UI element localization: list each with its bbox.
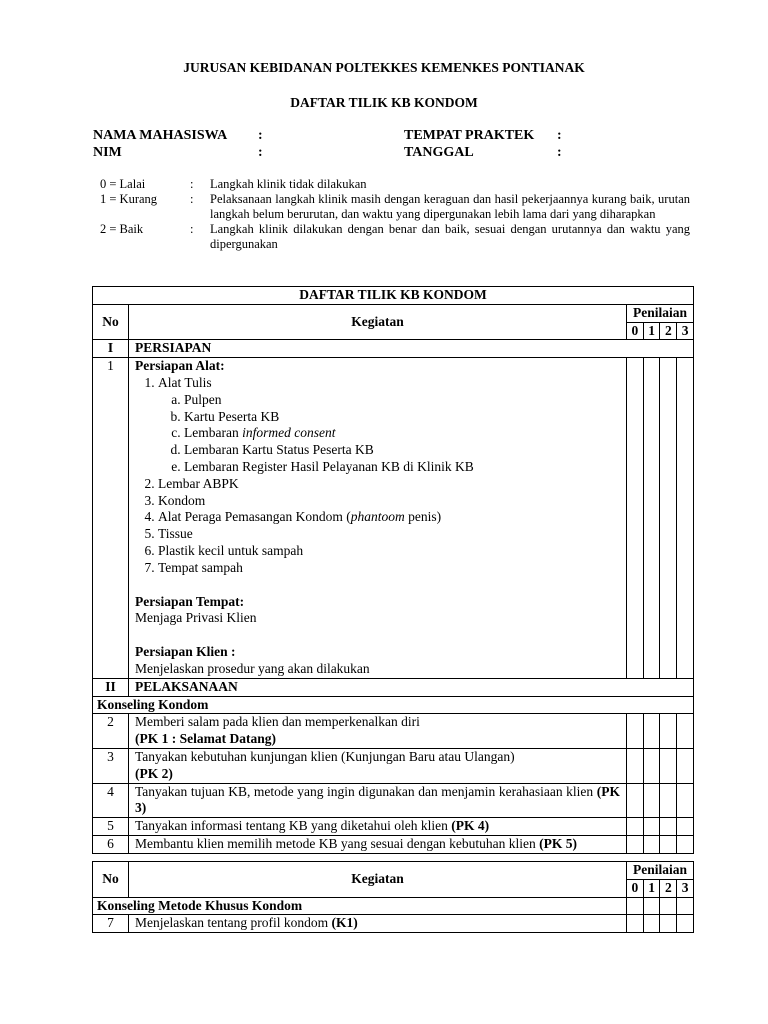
row-text: Menjelaskan tentang profil kondom bbox=[135, 915, 329, 931]
score-cell bbox=[626, 897, 643, 915]
legend-key: 0 = Lalai bbox=[100, 177, 146, 191]
score-cell[interactable] bbox=[660, 358, 677, 679]
score-cell[interactable] bbox=[626, 835, 643, 853]
list-item: a. Pulpen bbox=[184, 392, 620, 409]
table-row bbox=[93, 818, 694, 836]
row-text: Membantu klien memilih metode KB yang sesuai dengan kebutuhan klien bbox=[135, 835, 536, 851]
list-item bbox=[184, 425, 620, 442]
row-code: (PK 2) bbox=[135, 765, 173, 781]
legend-desc: Pelaksanaan langkah klinik masih dengan keraguan dan hasil pekerjaannya kurang baik, urutan langkah belum berurutan, dan waktu yang dipergunakan lebih lama dari yang diharapkan bbox=[210, 192, 690, 221]
row-kegiatan bbox=[129, 835, 627, 853]
nim-label: NIM bbox=[93, 145, 122, 160]
row-no: 2 bbox=[93, 714, 129, 749]
score-cell[interactable] bbox=[677, 748, 694, 783]
score-cell bbox=[643, 897, 660, 915]
legend-row bbox=[100, 192, 690, 222]
score-cell[interactable] bbox=[643, 915, 660, 933]
subsection-title: Konseling Metode Khusus Kondom bbox=[93, 897, 627, 915]
score-cell[interactable] bbox=[643, 783, 660, 818]
list-item bbox=[158, 509, 620, 526]
item-text: Alat Peraga Pemasangan Kondom ( bbox=[158, 509, 351, 525]
row-kegiatan bbox=[129, 783, 627, 818]
legend-key: 1 = Kurang bbox=[100, 192, 158, 206]
table-title: DAFTAR TILIK KB KONDOM bbox=[93, 287, 694, 305]
score-header-3: 3 bbox=[677, 322, 694, 340]
score-cell[interactable] bbox=[626, 915, 643, 933]
legend-desc: Langkah klinik dilakukan dengan benar dan baik, sesuai dengan urutannya dan waktu yang dipergunakan bbox=[210, 222, 690, 251]
item-text: Alat Tulis bbox=[158, 374, 212, 390]
checklist-table bbox=[92, 286, 694, 854]
legend-desc: Langkah klinik tidak dilakukan bbox=[210, 177, 367, 191]
score-cell[interactable] bbox=[643, 748, 660, 783]
tempat-colon: : bbox=[557, 128, 562, 143]
col-no-header: No bbox=[93, 304, 129, 340]
row-code: (K1) bbox=[331, 915, 358, 931]
table-row bbox=[93, 835, 694, 853]
persiapan-tempat-text: Menjaga Privasi Klien bbox=[135, 610, 257, 626]
score-cell[interactable] bbox=[660, 714, 677, 749]
list-item bbox=[158, 375, 620, 476]
sub-list bbox=[158, 392, 620, 476]
score-cell[interactable] bbox=[626, 358, 643, 679]
score-cell[interactable] bbox=[626, 818, 643, 836]
persiapan-tempat-title: Persiapan Tempat: bbox=[135, 593, 245, 609]
score-cell[interactable] bbox=[643, 835, 660, 853]
table-row bbox=[93, 748, 694, 783]
score-legend bbox=[100, 177, 690, 252]
row-kegiatan bbox=[129, 714, 627, 749]
subsection-row bbox=[93, 897, 694, 915]
score-header-1: 1 bbox=[643, 322, 660, 340]
row-no: 3 bbox=[93, 748, 129, 783]
score-header-1: 1 bbox=[643, 879, 660, 897]
row-code: (PK 4) bbox=[451, 818, 490, 834]
score-cell[interactable] bbox=[660, 748, 677, 783]
col-kegiatan-header: Kegiatan bbox=[129, 304, 627, 340]
row-kegiatan bbox=[129, 748, 627, 783]
score-cell bbox=[660, 897, 677, 915]
section-title: PELAKSANAAN bbox=[129, 678, 694, 696]
score-cell[interactable] bbox=[677, 835, 694, 853]
score-cell[interactable] bbox=[677, 783, 694, 818]
col-kegiatan-header: Kegiatan bbox=[129, 862, 627, 898]
nim-colon: : bbox=[258, 145, 263, 160]
tempat-praktek-label: TEMPAT PRAKTEK bbox=[404, 128, 535, 143]
table-row bbox=[93, 358, 694, 679]
score-cell[interactable] bbox=[643, 714, 660, 749]
section-no: I bbox=[93, 340, 129, 358]
col-no-header: No bbox=[93, 862, 129, 898]
nama-colon: : bbox=[258, 128, 263, 143]
item-text: Lembaran bbox=[184, 425, 243, 441]
spacer bbox=[135, 627, 620, 644]
item-italic: informed consent bbox=[242, 425, 336, 441]
score-cell[interactable] bbox=[660, 835, 677, 853]
tanggal-label: TANGGAL bbox=[404, 145, 474, 160]
table-row bbox=[93, 783, 694, 818]
section-row bbox=[93, 340, 694, 358]
item-text: penis) bbox=[404, 509, 442, 525]
alat-list bbox=[135, 375, 620, 577]
row-code: (PK 5) bbox=[539, 835, 578, 851]
legend-colon: : bbox=[190, 222, 194, 236]
legend-colon: : bbox=[190, 192, 194, 206]
score-cell[interactable] bbox=[677, 358, 694, 679]
col-penilaian-header: Penilaian bbox=[626, 862, 693, 880]
score-cell[interactable] bbox=[643, 358, 660, 679]
score-header-0: 0 bbox=[626, 322, 643, 340]
checklist-table-continued bbox=[92, 861, 694, 933]
score-header-3: 3 bbox=[677, 879, 694, 897]
score-cell bbox=[677, 897, 694, 915]
score-cell[interactable] bbox=[677, 714, 694, 749]
section-no: II bbox=[93, 678, 129, 696]
spacer bbox=[135, 577, 620, 594]
list-item: 7. Tempat sampah bbox=[158, 560, 620, 577]
row-text: Tanyakan informasi tentang KB yang diketahui oleh klien bbox=[135, 818, 448, 834]
score-cell[interactable] bbox=[660, 783, 677, 818]
score-cell[interactable] bbox=[677, 818, 694, 836]
row-no: 4 bbox=[93, 783, 129, 818]
list-item: 3. Kondom bbox=[158, 493, 620, 510]
list-item: d. Lembaran Kartu Status Peserta KB bbox=[184, 442, 620, 459]
legend-row bbox=[100, 177, 690, 192]
legend-colon: : bbox=[190, 177, 194, 191]
score-cell[interactable] bbox=[677, 915, 694, 933]
tanggal-colon: : bbox=[557, 145, 562, 160]
row-kegiatan bbox=[129, 818, 627, 836]
row-no: 7 bbox=[93, 915, 129, 933]
document-title: DAFTAR TILIK KB KONDOM bbox=[290, 95, 478, 110]
score-cell[interactable] bbox=[660, 915, 677, 933]
list-item: 6. Plastik kecil untuk sampah bbox=[158, 543, 620, 560]
row-text: Memberi salam pada klien dan memperkenalkan diri bbox=[135, 714, 420, 730]
row-no: 1 bbox=[93, 358, 129, 679]
table-row bbox=[93, 915, 694, 933]
row-no: 5 bbox=[93, 818, 129, 836]
legend-row bbox=[100, 222, 690, 252]
section-row bbox=[93, 678, 694, 696]
subsection-row bbox=[93, 696, 694, 714]
score-header-2: 2 bbox=[660, 322, 677, 340]
legend-key: 2 = Baik bbox=[100, 222, 144, 236]
score-cell[interactable] bbox=[626, 783, 643, 818]
nama-mahasiswa-label: NAMA MAHASISWA bbox=[93, 128, 228, 143]
list-item: 5. Tissue bbox=[158, 526, 620, 543]
score-header-0: 0 bbox=[626, 879, 643, 897]
score-cell[interactable] bbox=[626, 748, 643, 783]
subsection-title: Konseling Kondom bbox=[93, 696, 694, 714]
row-code: (PK 1 : Selamat Datang) bbox=[135, 731, 276, 747]
row-kegiatan bbox=[129, 915, 627, 933]
score-cell[interactable] bbox=[660, 818, 677, 836]
row-kegiatan bbox=[129, 358, 627, 679]
institution-heading: JURUSAN KEBIDANAN POLTEKKES KEMENKES PONTIANAK bbox=[183, 60, 585, 75]
score-cell[interactable] bbox=[643, 818, 660, 836]
col-penilaian-header: Penilaian bbox=[626, 304, 693, 322]
list-item: e. Lembaran Register Hasil Pelayanan KB di Klinik KB bbox=[184, 459, 620, 476]
list-item: 2. Lembar ABPK bbox=[158, 476, 620, 493]
score-cell[interactable] bbox=[626, 714, 643, 749]
list-item: b. Kartu Peserta KB bbox=[184, 409, 620, 426]
row-no: 6 bbox=[93, 835, 129, 853]
row-text: Tanyakan kebutuhan kunjungan klien (Kunjungan Baru atau Ulangan) bbox=[135, 748, 515, 764]
persiapan-klien-title: Persiapan Klien : bbox=[135, 644, 236, 660]
item-italic: phantoom bbox=[350, 509, 405, 525]
table-row bbox=[93, 714, 694, 749]
score-header-2: 2 bbox=[660, 879, 677, 897]
row-text: Tanyakan tujuan KB, metode yang ingin digunakan dan menjamin kerahasiaan klien bbox=[135, 783, 594, 799]
row-code: (PK 3) bbox=[135, 783, 620, 816]
persiapan-alat-title: Persiapan Alat: bbox=[135, 358, 225, 374]
section-title: PERSIAPAN bbox=[129, 340, 694, 358]
persiapan-klien-text: Menjelaskan prosedur yang akan dilakukan bbox=[135, 660, 370, 676]
